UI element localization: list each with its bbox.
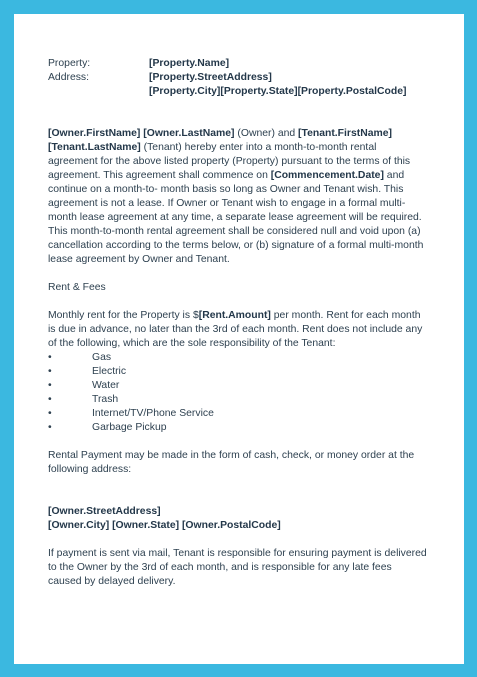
property-block — [48, 57, 428, 99]
list-item: • Garbage Pickup — [48, 422, 167, 433]
bullet-icon: • — [48, 352, 52, 363]
rent-paragraph: Monthly rent for the Property is $[Rent.Amount] per month. Rent for each month is due in advance, no later than the 3rd of each month. Rent does not include any of the following, which are the sole responsibility of the Tenant: — [48, 310, 423, 349]
rent-amount-field: [Rent.Amount] — [198, 310, 271, 321]
commencement-date-field: [Commencement.Date] — [270, 170, 384, 181]
owner-last-name-field: [Owner.LastName] — [143, 128, 235, 139]
property-name-field: [Property.Name] — [149, 58, 230, 69]
bullet-icon: • — [48, 366, 52, 377]
list-item: • Trash — [48, 394, 119, 405]
owner-city-field: [Owner.City] — [48, 520, 110, 531]
owner-first-name-field: [Owner.FirstName] — [48, 128, 141, 139]
bullet-icon: • — [48, 380, 52, 391]
property-street-field: [Property.StreetAddress] — [149, 72, 272, 83]
list-item: • Gas — [48, 352, 112, 363]
utilities-list — [48, 351, 428, 435]
document-page — [14, 14, 464, 664]
tenant-first-name-field: [Tenant.FirstName] — [298, 128, 392, 139]
bullet-icon: • — [48, 394, 52, 405]
list-item: • Electric — [48, 366, 127, 377]
owner-postal-field: [Owner.PostalCode] — [181, 520, 281, 531]
owner-street-field: [Owner.StreetAddress] — [48, 506, 161, 517]
owner-address-block — [48, 505, 428, 533]
bullet-icon: • — [48, 422, 52, 433]
tenant-last-name-field: [Tenant.LastName] — [48, 142, 141, 153]
address-label: Address: — [48, 72, 90, 83]
list-item: • Internet/TV/Phone Service — [48, 408, 214, 419]
intro-paragraph: [Owner.FirstName] [Owner.LastName] (Owner) and [Tenant.FirstName] [Tenant.LastName] (Tenant) hereby enter into a month-to-month rental agreement for the above listed property (Property) pursuant to the terms of this agreement. This agreement shall commence on [Commencement.Date] and continue on a month-to- month basis so long as Owner and Tenant wish. This agreement is not a lease. If Owner or Tenant wish to engage in a formal multi-month lease agreement at any time, a separate lease agreement will be required. This month-to-month rental agreement shall be considered null and void upon (a) cancellation according to the terms below, or (b) signature of a formal multi-month lease agreement by Owner and Tenant. — [48, 128, 424, 265]
mail-paragraph: If payment is sent via mail, Tenant is responsible for ensuring payment is delivered to the Owner by the 3rd of each month, and is responsible for any late fees caused by delayed delivery. — [48, 548, 427, 587]
payment-paragraph: Rental Payment may be made in the form of cash, check, or money order at the following address: — [48, 450, 415, 475]
document-content — [48, 57, 428, 589]
rent-heading: Rent & Fees — [48, 282, 106, 293]
property-city-state-postal-field: [Property.City][Property.State][Property.PostalCode] — [149, 86, 407, 97]
property-label: Property: — [48, 58, 91, 69]
bullet-icon: • — [48, 408, 52, 419]
owner-state-field: [Owner.State] — [112, 520, 180, 531]
list-item: • Water — [48, 380, 120, 391]
